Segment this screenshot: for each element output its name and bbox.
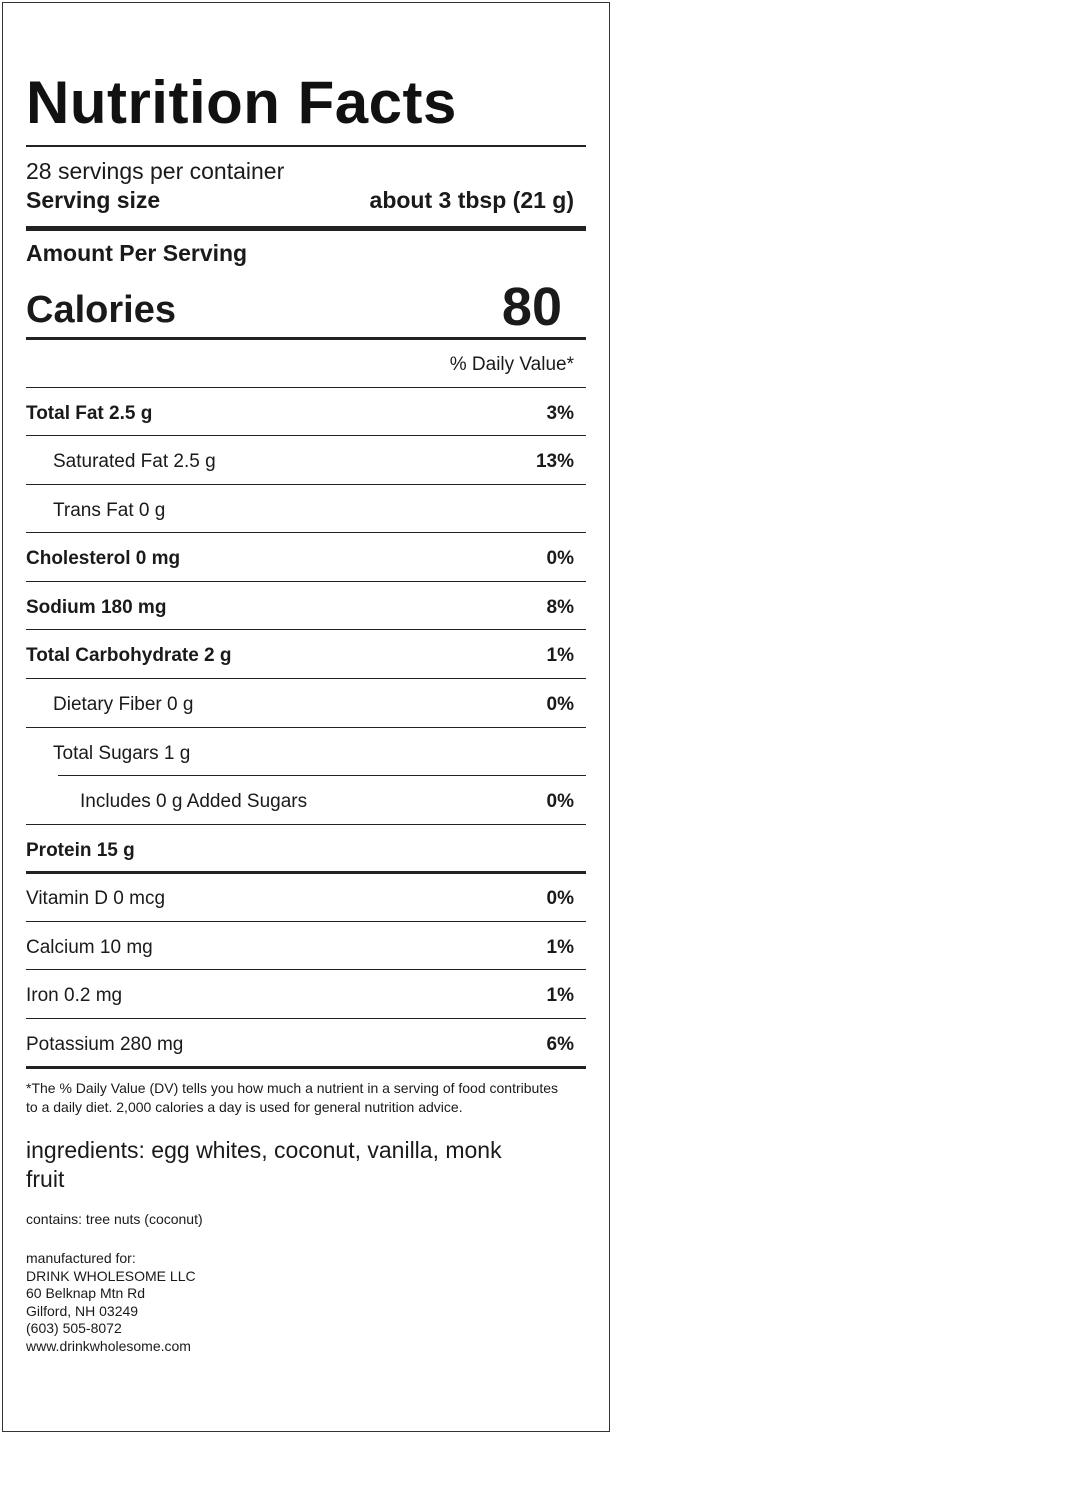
manufacturer-phone: (603) 505-8072 [26,1320,122,1336]
nutrient-name: Total Carbohydrate 2 g [26,645,232,666]
nutrient-dv: 0% [546,791,574,812]
manufacturer-company: DRINK WHOLESOME LLC [26,1267,196,1284]
nutrient-name: Protein 15 g [26,840,135,861]
footnote-divider [26,1066,586,1069]
nutrient-dv: 1% [546,985,574,1006]
nutrient-name: Calcium 10 mg [26,937,153,958]
nutrient-row-total-fat [26,388,586,436]
divider [26,145,586,147]
serving-size-label: Serving size [26,187,161,213]
nutrient-row-iron [26,970,586,1018]
calories-label: Calories [26,289,176,331]
nutrient-dv: 13% [535,451,574,472]
calories-value: 80 [501,277,562,337]
nutrient-dv: 1% [546,645,574,666]
nutrient-name: Vitamin D 0 mcg [26,888,166,909]
nutrient-row-cholesterol [26,533,586,581]
nutrient-name: Includes 0 g Added Sugars [80,791,308,812]
nutrient-row-potassium [26,1019,586,1067]
manufacturer-city: Gilford, NH 03249 [26,1302,139,1319]
nutrient-row-vitamin-d [26,873,586,921]
manufacturer-street: 60 Belknap Mtn Rd [26,1285,146,1301]
nutrient-dv: 0% [546,548,574,569]
nutrient-name: Potassium 280 mg [26,1034,184,1055]
manufacturer-website: www.drinkwholesome.com [26,1337,191,1354]
nutrient-name: Saturated Fat 2.5 g [53,451,216,472]
nutrient-name: Sodium 180 mg [26,597,167,618]
thick-divider [26,226,586,231]
nutrient-name: Total Sugars 1 g [53,743,191,764]
nutrient-name: Dietary Fiber 0 g [53,694,194,715]
nutrient-row-total-sugars [26,728,586,776]
nutrient-row-added-sugars [26,776,586,824]
calories-divider [26,337,586,340]
nutrient-name: Trans Fat 0 g [53,500,166,521]
manufacturer-intro: manufactured for: [26,1250,136,1266]
ingredients-text: ingredients: egg whites, coconut, vanilla, monk fruit [26,1137,502,1192]
nutrient-row-dietary-fiber [26,679,586,727]
nutrient-dv: 0% [546,888,574,909]
nutrient-dv: 0% [546,694,574,715]
nutrient-name: Iron 0.2 mg [26,985,123,1006]
manufacturer-block [26,1250,196,1355]
nutrient-row-trans-fat [26,485,586,533]
servings-per-container: 28 servings per container [26,158,285,184]
nutrient-row-sodium [26,582,586,630]
nutrient-row-total-carbohydrate [26,630,586,678]
serving-size-value: about 3 tbsp (21 g) [369,187,574,213]
nutrient-row-calcium [26,922,586,970]
nutrient-dv: 1% [546,937,574,958]
nutrient-name: Cholesterol 0 mg [26,548,181,569]
allergen-statement: contains: tree nuts (coconut) [26,1211,203,1227]
amount-per-serving: Amount Per Serving [26,240,248,266]
nutrient-row-saturated-fat [26,436,586,484]
nutrient-dv: 6% [546,1034,574,1055]
nutrient-row-protein [26,825,586,873]
label-title: Nutrition Facts [26,69,457,136]
daily-value-footnote: *The % Daily Value (DV) tells you how much a nutrient in a serving of food contributes to a daily diet. 2,000 calories a day is used for general nutrition advice. [26,1080,558,1115]
nutrient-name: Total Fat 2.5 g [26,403,153,424]
nutrient-dv: 3% [546,403,574,424]
daily-value-header: % Daily Value* [449,354,574,375]
nutrient-dv: 8% [546,597,574,618]
